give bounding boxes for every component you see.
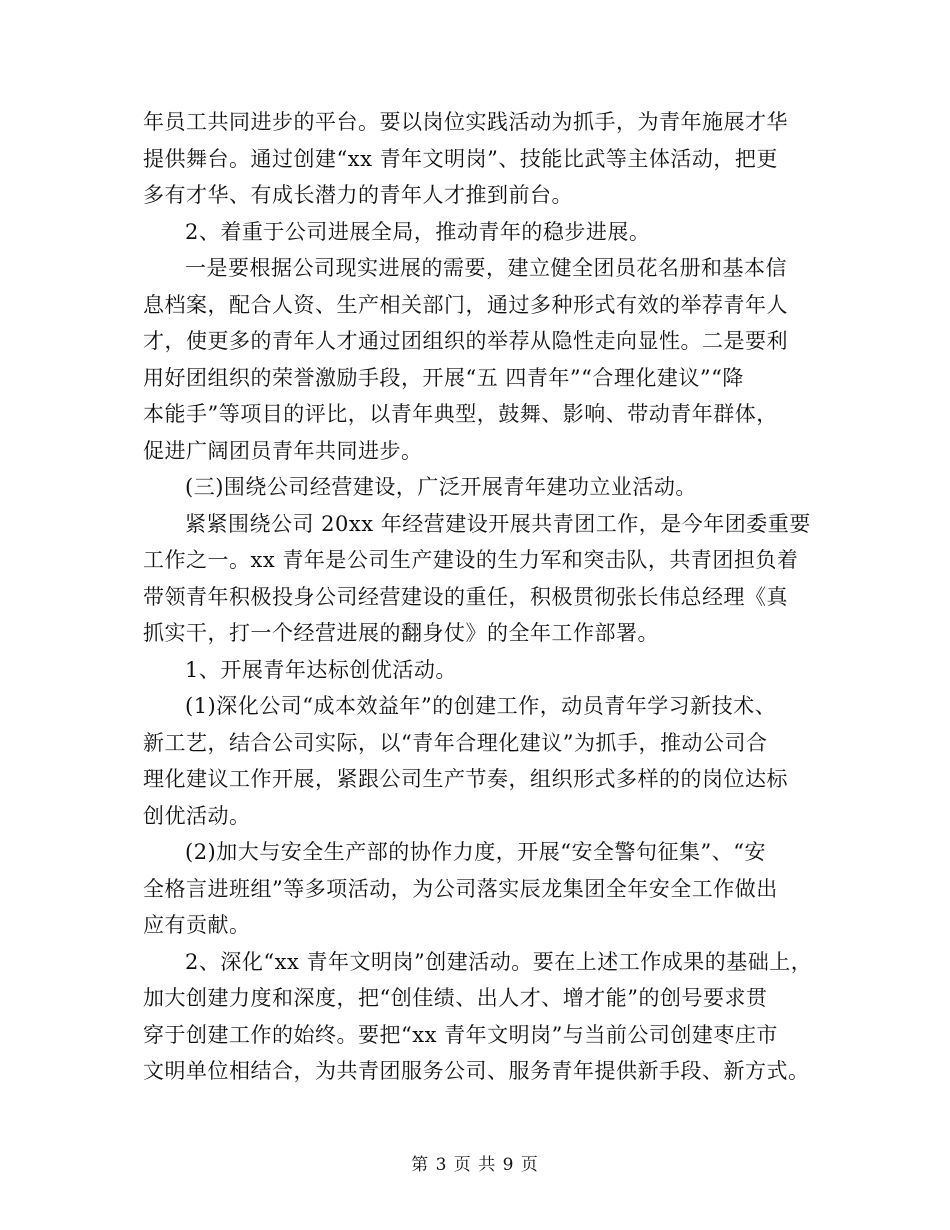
text-line: 用好团组织的荣誉激励手段，开展“五 四青年”“合理化建议”“降 (143, 365, 744, 390)
paragraph-first-line: 2、深化“xx 青年文明岗”创建活动。要在上述工作成果的基础上， (185, 949, 813, 974)
text-line: 息档案，配合人资、生产相关部门，通过多种形式有效的举荐青年人 (143, 292, 788, 317)
text-line: 文明单位相结合，为共青团服务公司、服务青年提供新手段、新方式。 (143, 1059, 810, 1083)
text-line: 工作之一。xx 青年是公司生产建设的生力军和突击队，共青团担负着 (143, 548, 799, 572)
text-line: 创优活动。 (143, 803, 251, 828)
paragraph-first-line: 紧紧围绕公司 20xx 年经营建设开展共青团工作，是今年团委重要 (185, 511, 811, 536)
text-line: 促进广阔团员青年共同进步。 (143, 438, 423, 463)
text-line: 带领青年积极投身公司经营建设的重任，积极贯彻张长伟总经理《真 (143, 584, 788, 609)
page-number-footer: 第 3 页 共 9 页 (411, 1155, 539, 1175)
text-line: 本能手”等项目的评比，以青年典型，鼓舞、影响、带动青年群体， (143, 402, 778, 426)
paragraph-first-line: 一是要根据公司现实进展的需要，建立健全团员花名册和基本信 (185, 256, 787, 280)
paragraph-first-line: (2)加大与安全生产部的协作力度，开展“安全警句征集”、“安 (185, 840, 766, 864)
text-line: 年员工共同进步的平台。要以岗位实践活动为抓手，为青年施展才华 (143, 110, 788, 134)
text-line: 才，使更多的青年人才通过团组织的举荐从隐性走向显性。二是要利 (143, 329, 788, 353)
text-line: 全格言进班组”等多项活动，为公司落实辰龙集团全年安全工作做出 (143, 876, 778, 901)
text-line: 理化建议工作开展，紧跟公司生产节奏，组织形式多样的的岗位达标 (143, 767, 788, 791)
paragraph-first-line: (三)围绕公司经营建设，广泛开展青年建功立业活动。 (185, 475, 697, 499)
text-line: 加大创建力度和深度，把“创佳绩、出人才、增才能”的创号要求贯 (143, 986, 768, 1010)
text-line: 提供舞台。通过创建“xx 青年文明岗”、技能比武等主体活动，把更 (143, 146, 778, 171)
paragraph-first-line: (1)深化公司“成本效益年”的创建工作，动员青年学习新技术、 (185, 694, 777, 718)
document-body (143, 104, 813, 1090)
text-line: 穿于创建工作的始终。要把“xx 青年文明岗”与当前公司创建枣庄市 (143, 1022, 778, 1047)
text-line: 新工艺，结合公司实际，以“青年合理化建议”为抓手，推动公司合 (143, 730, 768, 755)
text-line: 多有才华、有成长潜力的青年人才推到前台。 (143, 183, 573, 207)
paragraph-first-line: 2、着重于公司进展全局，推动青年的稳步进展。 (185, 219, 651, 244)
paragraph-first-line: 1、开展青年达标创优活动。 (185, 657, 457, 682)
text-line: 应有贡献。 (143, 913, 251, 937)
text-line: 抓实干，打一个经营进展的翻身仗》的全年工作部署。 (143, 621, 659, 645)
